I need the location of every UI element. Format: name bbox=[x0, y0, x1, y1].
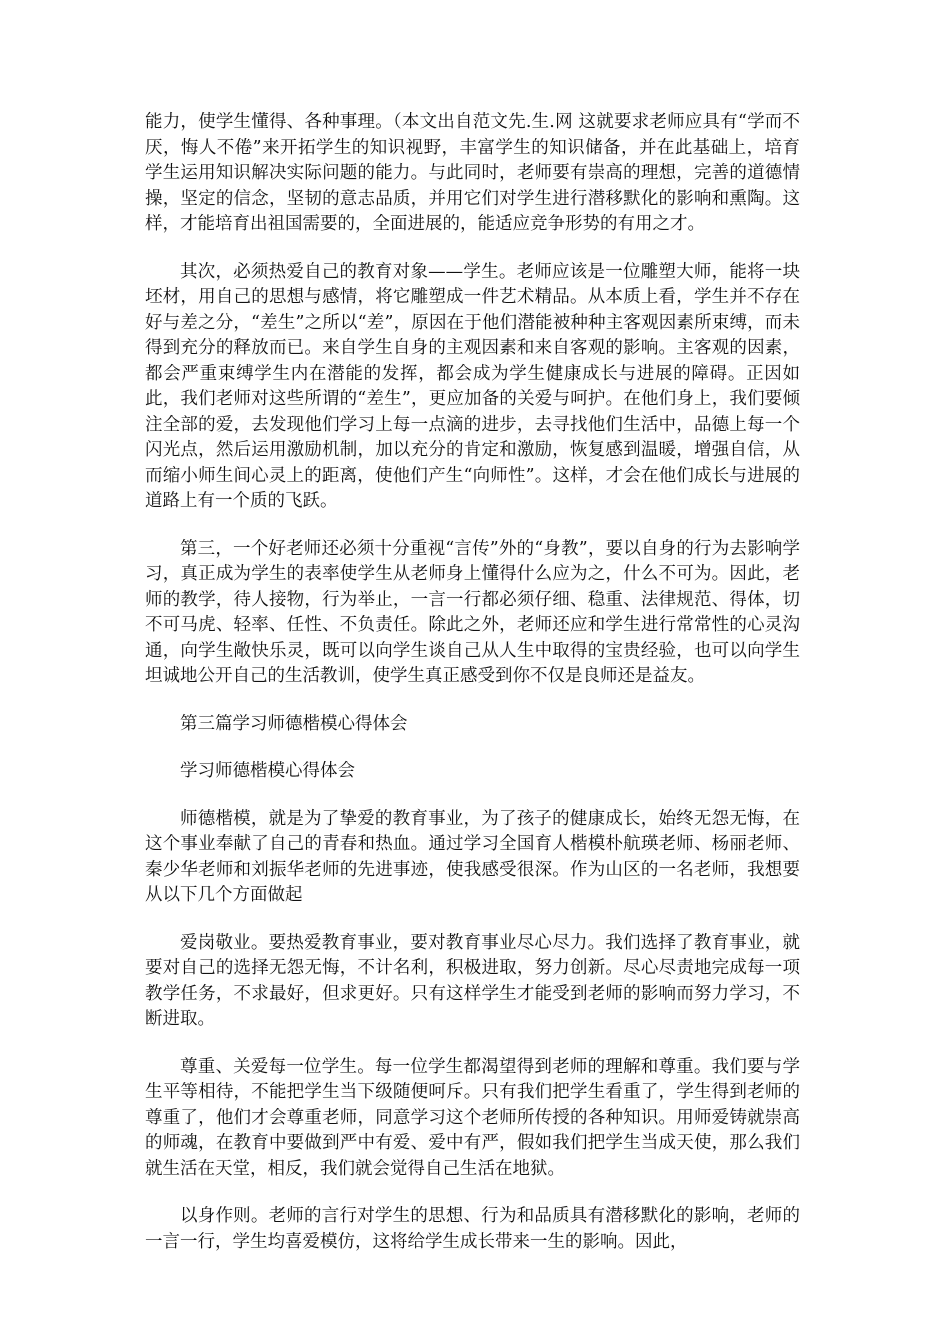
paragraph-dedication: 爱岗敬业。要热爱教育事业，要对教育事业尽心尽力。我们选择了教育事业，就要对自己的选择无怨无悔，不计名利，积极进取，努力创新。尽心尽责地完成每一项教学任务，不求最好，但求更好。只有这样学生才能受到老师的影响而努力学习，不断进取。 bbox=[145, 932, 800, 1029]
paragraph-role-models: 师德楷模，就是为了挚爱的教育事业，为了孩子的健康成长，始终无怨无悔，在这个事业奉献了自己的青春和热血。通过学习全国育人楷模朴航瑛老师、杨丽老师、秦少华老师和刘振华老师的先进事迹，使我感受很深。作为山区的一名老师，我想要从以下几个方面做起 bbox=[145, 808, 800, 905]
section-heading: 第三篇学习师德楷模心得体会 bbox=[180, 713, 408, 734]
document-body bbox=[145, 110, 800, 1277]
paragraph-intro: 能力，使学生懂得、各种事理。（本文出自范文先.生.网 这就要求老师应具有“学而不厌，悔人不倦”来开拓学生的知识视野，丰富学生的知识储备，并在此基础上，培育学生运用知识解决实际问题的能力。与此同时，老师要有崇高的理想，完善的道德情操，坚定的信念，坚韧的意志品质，并用它们对学生进行潜移默化的影响和熏陶。这样，才能培育出祖国需要的，全面进展的，能适应竞争形势的有用之才。 bbox=[145, 112, 800, 234]
paragraph-third-point: 第三，一个好老师还必须十分重视“言传”外的“身教”，要以自身的行为去影响学习，真正成为学生的表率使学生从老师身上懂得什么应为之，什么不可为。因此，老师的教学，待人接物，行为举止，一言一行都必须仔细、稳重、法律规范、得体，切不可马虎、轻率、任性、不负责任。除此之外，老师还应和学生进行常常性的心灵沟通，向学生敞快乐灵，既可以向学生谈自己从人生中取得的宝贵经验，也可以向学生坦诚地公开自己的生活教训，使学生真正感受到你不仅是良师还是益友。 bbox=[145, 538, 800, 686]
article-title: 学习师德楷模心得体会 bbox=[180, 761, 355, 781]
paragraph-respect: 尊重、关爱每一位学生。每一位学生都渴望得到老师的理解和尊重。我们要与学生平等相待，不能把学生当下级随便呵斥。只有我们把学生看重了，学生得到老师的尊重了，他们才会尊重老师，同意学习这个老师所传授的各种知识。用师爱铸就崇高的师魂，在教育中要做到严中有爱、爱中有严，假如我们把学生当成天使，那么我们就生活在天堂，相反，我们就会觉得自己生活在地狱。 bbox=[145, 1056, 800, 1179]
paragraph-example: 以身作则。老师的言行对学生的思想、行为和品质具有潜移默化的影响，老师的一言一行，学生均喜爱模仿，这将给学生成长带来一生的影响。因此， bbox=[145, 1206, 800, 1252]
paragraph-second-point: 其次，必须热爱自己的教育对象——学生。老师应该是一位雕塑大师，能将一块坯材，用自己的思想与感情，将它雕塑成一件艺术精品。从本质上看，学生并不存在好与差之分，“差生”之所以“差”，原因在于他们潜能被种种主客观因素所束缚，而未得到充分的释放而已。来自学生自身的主观因素和来自客观的影响。主客观的因素，都会严重束缚学生内在潜能的发挥，都会成为学生健康成长与进展的障碍。正因如此，我们老师对这些所谓的“差生”，更应加备的关爱与呵护。在他们身上，我们要倾注全部的爱，去发现他们学习上每一点滴的进步，去寻找他们生活中，品德上每一个闪光点，然后运用激励机制，加以充分的肯定和激励，恢复感到温暖，增强自信，从而缩小师生间心灵上的距离，使他们产生“向师性”。这样，才会在他们成长与进展的道路上有一个质的飞跃。 bbox=[145, 261, 800, 511]
